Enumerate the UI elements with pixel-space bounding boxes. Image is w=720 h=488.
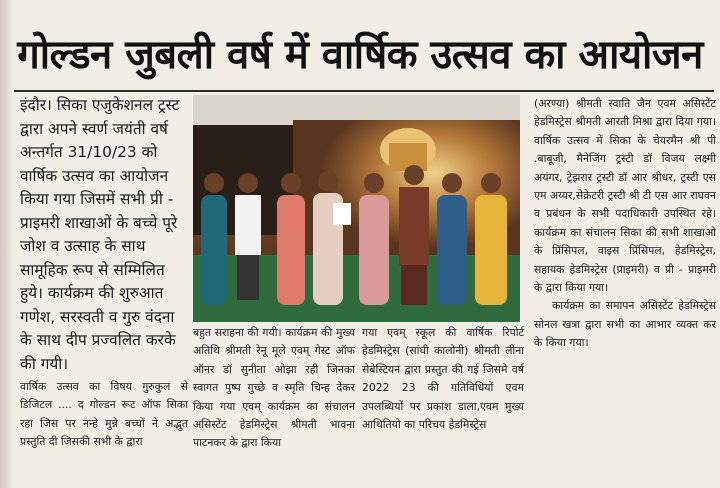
intro-paragraph: इंदौर। सिका एजुकेशनल ट्रस्ट द्वारा अपने स्वर्ण जयंती वर्ष अन्तर्गत 31/10/23 को वार्षिक उत्सव का आयोजन किया गया जिसमें सभी प्री - प्राइमरी शाखाओं के बच्चे पूरे जोश व उत्साह के साथ सामूहिक रूप से सम्मिलित हुये। कार्यक्रम की शुरुआत गणेश, सरस्वती व गुरु वंदना के साथ दीप प्रज्वलित करके की गयी।	[20, 96, 180, 373]
middle-paragraph-1: बहुत सराहना की गयी। कार्यक्रम की मुख्य अतिथि श्रीमती रेनू मूले एवम् गेस्ट ऑफ ऑनर डॉ सुनीता ओझा रही जिनका स्वागत पुष्प गुच्छे व स्मृति चिन्ह देकर किया गया एवम् कार्यक्रम का संचालन असिस्टेंट हेडमिस्ट्रेस श्रीमती भावना पाटनकर के द्वारा किया	[193, 326, 355, 450]
event-photo-drawing	[193, 95, 520, 322]
right-paragraph-1: (अरण्या) श्रीमती स्वाति जैन एवम असिस्टेंट हेडमिस्ट्रेस श्रीमती आरती मिश्रा द्वारा दिया गया। वार्षिक उत्सव में सिका के चेयरमैन श्री पी .बाबूजी, मैनेजिंग ट्रस्टी डॉ विजय लक्ष्मी अयंगर, ट्रेझरार ट्रस्टी डॉ आर श्रीधर, ट्रस्टी एस एम अय्यर,सेक्रेटरी ट्रस्टी श्री टी एस आर राघवन व प्रबंधन के सभी पदाधिकारी उपस्थित रहे। कार्यक्रम का संचालन सिका की सभी शाखाओ के प्रिंसिपल, वाइस प्रिंसिपल, हेडमिस्ट्रेस, सहायक हेडमिस्ट्रेस (प्राइमरी) व प्री - प्राइमरी के द्वारा किया गया।	[534, 97, 716, 295]
event-photo	[193, 95, 520, 322]
headline-rule	[14, 90, 714, 92]
right-paragraph-2: कार्यक्रम का समापन असिस्टेंट हेडमिस्ट्रेस सोनल खत्रा द्वारा सभी का आभार व्यक्त कर के किया गया।	[534, 299, 716, 350]
article-column-middle-2	[362, 324, 524, 434]
left-small-paragraph: वार्षिक उत्सव का विषय गुरुकुल से डिजिटल .... द गोल्डन रूट ऑफ सिका रहा जिस पर नन्हे मुन्ने बच्चों ने अद्भुत प्रस्तुति दी जिसकी सभी के द्वारा	[20, 380, 188, 449]
page-edge	[0, 0, 12, 488]
headline: गोल्डन जुबली वर्ष में वार्षिक उत्सव का आयोजन	[17, 31, 703, 78]
article-intro	[20, 94, 190, 374]
article-column-middle-1	[193, 324, 355, 453]
middle-paragraph-2: गया एवम् स्कूल की वार्षिक रिपोर्ट हेडमिस्ट्रेस (सांघी कालोनी) श्रीमती लीना सेबेस्टियन द्वारा प्रस्तुत की गई जिसमे वर्ष 2022 23 की गतिविधियों एवम उपलब्धियों पर प्रकाश डाला,एवम मुख्य आथितियो का परिचय हेडमिस्ट्रेस	[362, 326, 524, 432]
article-column-left-small	[20, 378, 188, 452]
article-column-right	[534, 95, 716, 475]
